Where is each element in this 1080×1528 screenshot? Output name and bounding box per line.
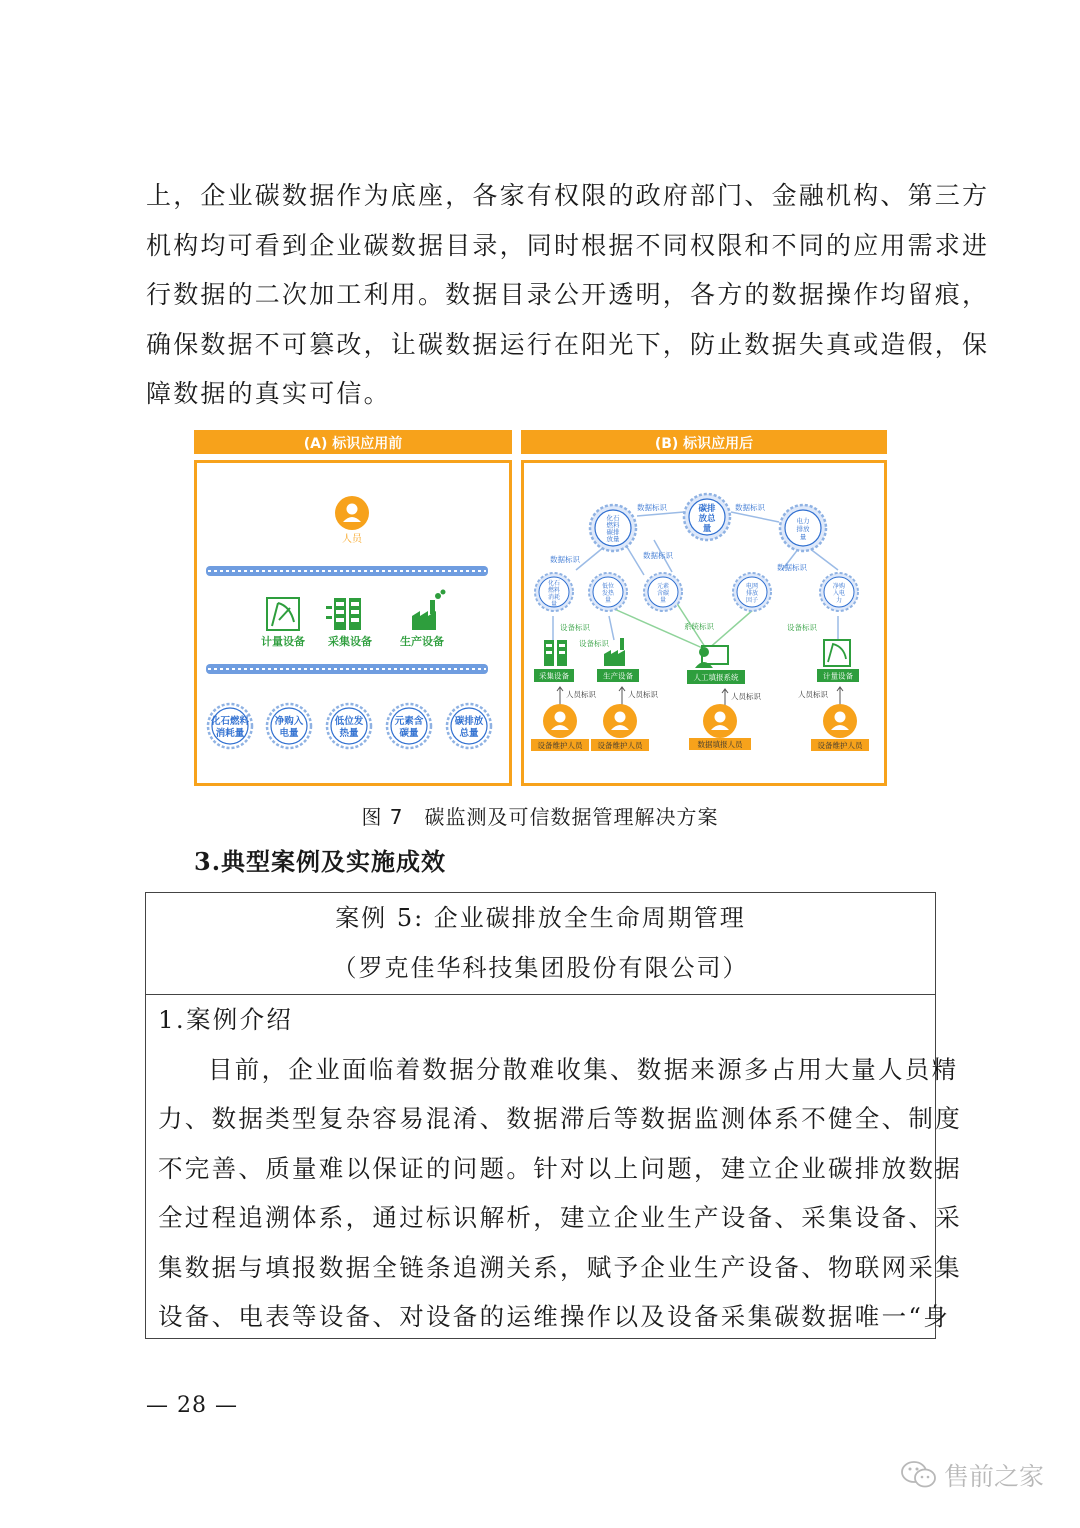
svg-text:排放: 排放 [796,525,810,533]
node-power-emission [780,505,826,551]
svg-text:元素: 元素 [656,583,670,590]
page-number: — 28 — [146,1393,238,1418]
svg-text:元素含: 元素含 [394,716,424,727]
node-low [644,573,682,611]
intro-line: 确保数据不可篡改，让碳数据运行在阳光下，防止数据失真或造假，保 [146,329,990,359]
figure-diagram [194,430,887,786]
circle-node [387,704,431,748]
svg-text:低位: 低位 [601,583,615,590]
device-label: 生产设备 [400,635,444,648]
device-tag: 设备标识 [560,623,590,632]
person-tag: 人员标识 [628,690,658,699]
watermark [900,1457,1044,1493]
person-tag: 人员标识 [731,692,761,701]
case-line: 集数据与填报数据全链条追溯关系，赋予企业生产设备、物联网采集 [158,1252,962,1282]
svg-text:消耗量: 消耗量 [215,728,245,739]
svg-text:量: 量 [702,524,712,534]
device-tag: 设备标识 [579,639,609,648]
intro-line: 障数据的真实可信。 [146,379,391,408]
chain-bar-bottom [206,664,488,674]
case-line: 全过程追溯体系，通过标识解析，建立企业生产设备、采集设备、采 [158,1203,962,1232]
svg-text:电量: 电量 [279,728,299,739]
node-fossil-emission [590,505,636,551]
svg-text:含碳: 含碳 [656,590,670,597]
case-body [146,995,962,1342]
section-heading: 3.典型案例及实施成效 [194,847,447,876]
chain-bar-top [206,566,488,576]
svg-text:化石: 化石 [606,514,620,522]
svg-text:量: 量 [604,597,612,604]
data-tag: 数据标识 [637,503,667,512]
svg-text:碳量: 碳量 [399,728,419,739]
watermark-text: 售前之家 [943,1462,1044,1491]
intro-line: 行数据的二次加工利用。数据目录公开透明，各方的数据操作均留痕， [146,280,990,309]
svg-text:碳排放: 碳排放 [454,716,484,727]
node-low [535,573,573,611]
case-line: 设备、电表等设备、对设备的运维操作以及设备采集碳数据唯一“身 [158,1302,951,1331]
svg-text:数据填报人员: 数据填报人员 [697,740,743,749]
svg-text:电网: 电网 [745,583,759,590]
svg-text:电力: 电力 [796,517,810,525]
circle-node [327,704,371,748]
circle-node [208,704,252,748]
device-tag: 设备标识 [787,623,817,632]
svg-text:设备维护人员: 设备维护人员 [597,741,643,750]
svg-text:因子: 因子 [745,597,759,604]
svg-text:燃料: 燃料 [547,587,561,594]
data-tag: 数据标识 [735,503,765,512]
case-subheading: 1.案例介绍 [158,1005,294,1034]
case-box [145,892,962,1339]
svg-text:燃料: 燃料 [606,521,620,529]
circle-node [447,704,491,748]
svg-text:发热: 发热 [601,590,615,597]
svg-text:碳排: 碳排 [606,528,620,536]
node-low [589,573,627,611]
intro-line: 机构均可看到企业碳数据目录，同时根据不同权限和不同的应用需求进 [146,230,990,260]
wechat-icon [900,1460,938,1490]
device-label: 计量设备 [823,671,853,681]
svg-text:设备维护人员: 设备维护人员 [537,741,583,750]
svg-text:净购: 净购 [832,583,846,590]
svg-text:低位发: 低位发 [334,716,364,727]
device-label: 采集设备 [328,635,372,648]
svg-text:量: 量 [550,601,558,608]
person-tag: 人员标识 [566,690,596,699]
system-tag: 系统标识 [684,622,714,631]
svg-text:碳排: 碳排 [698,504,716,514]
intro-line: 上，企业碳数据作为底座，各家有权限的政府部门、金融机构、第三方 [146,181,990,210]
device-label: 生产设备 [603,671,633,681]
svg-text:量: 量 [659,597,667,604]
svg-text:入电: 入电 [832,590,846,597]
device-label: 人工填报系统 [693,673,739,682]
node-low [733,573,771,611]
svg-text:消耗: 消耗 [547,594,561,601]
case-header [146,893,935,995]
svg-text:热量: 热量 [339,728,359,739]
panel-a-title: (A) 标识应用前 [303,436,403,452]
intro-paragraph [146,171,990,419]
case-title: 案例 5: 企业碳排放全生命周期管理 [335,904,746,932]
svg-text:放量: 放量 [606,535,620,543]
data-tag: 数据标识 [550,555,580,564]
svg-text:力: 力 [835,597,843,604]
svg-text:放总: 放总 [698,514,716,524]
case-line: 力、数据类型复杂容易混淆、数据滞后等数据监测体系不健全、制度 [158,1104,962,1133]
svg-text:设备维护人员: 设备维护人员 [817,741,863,750]
meter-icon [267,598,299,630]
svg-text:排放: 排放 [745,590,759,597]
data-tag: 数据标识 [643,551,673,560]
node-low [820,573,858,611]
person-label: 人员 [342,534,362,545]
case-company: （罗克佳华科技集团股份有限公司） [332,954,749,982]
device-label: 计量设备 [261,635,305,648]
case-line: 不完善、质量难以保证的问题。针对以上问题，建立企业碳排放数据 [158,1153,962,1183]
svg-text:总量: 总量 [459,728,479,739]
svg-text:净购入: 净购入 [274,716,304,727]
meter-icon [824,640,850,666]
svg-text:量: 量 [799,533,807,541]
svg-text:化石: 化石 [547,580,561,587]
device-label: 采集设备 [539,671,569,681]
person-tag: 人员标识 [798,690,828,699]
svg-text:化石燃料: 化石燃料 [210,716,250,727]
figure-caption: 图 7 碳监测及可信数据管理解决方案 [361,805,719,829]
data-tag: 数据标识 [777,563,807,572]
circle-node [267,704,311,748]
node-total [684,494,730,540]
panel-b-title: (B) 标识应用后 [654,436,754,452]
case-line: 目前，企业面临着数据分散难收集、数据来源多占用大量人员精 [208,1054,959,1084]
